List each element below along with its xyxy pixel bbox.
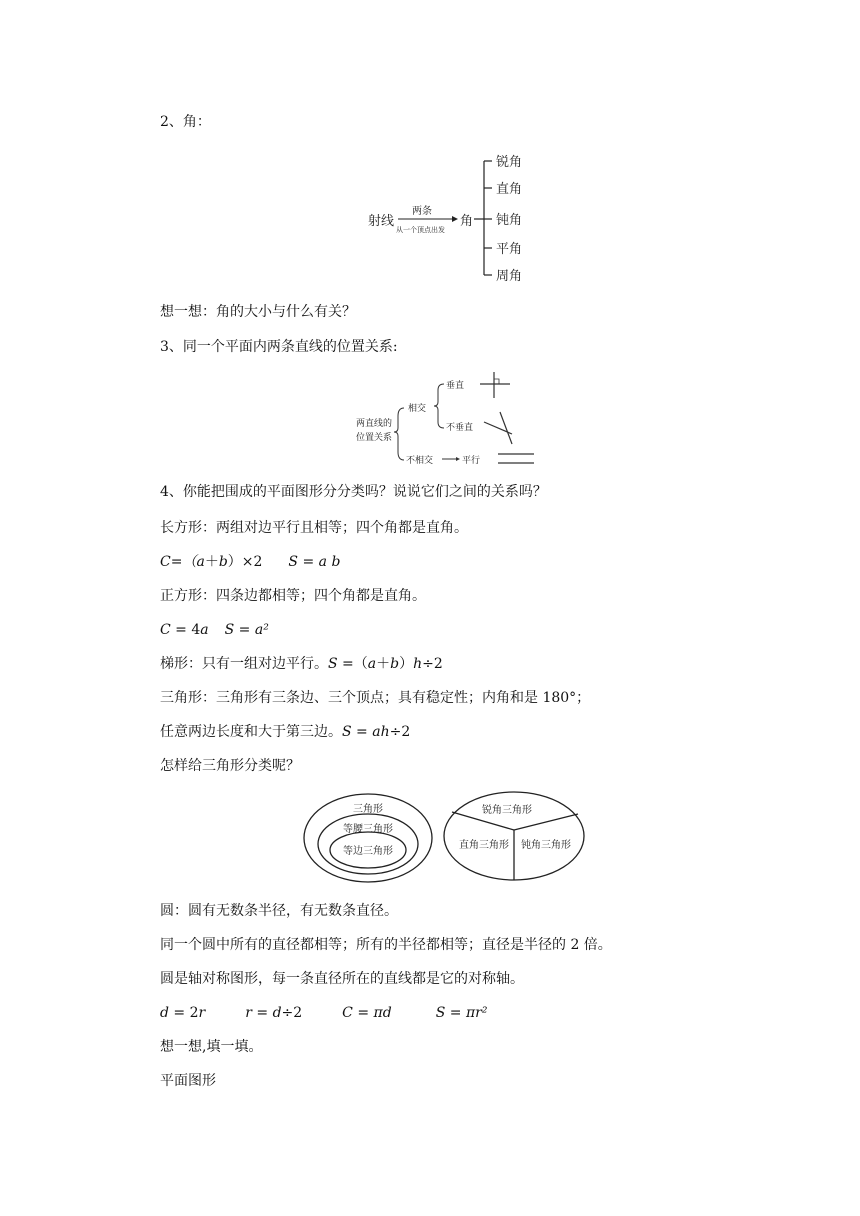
angle-type-right: 直角 [496,182,523,197]
angle-type-obtuse: 钝角 [496,213,523,228]
acute-label: 锐角三角形 [482,805,532,816]
middle-ellipse [318,814,418,874]
f4-s: S [435,1005,446,1021]
circle-formulas [160,1003,487,1023]
tri-s-ah: ah [372,724,390,740]
triangle-desc-2: 任意两边长度和大于第三边。 [160,724,342,740]
triangle-classification-diagram [300,790,595,890]
trapezoid-desc: 梯形：只有一组对边平行。 [160,656,328,672]
plane-figures-label: 平面图形 [160,1073,216,1089]
square-desc: 正方形：四条边都相等；四个角都是直角。 [160,588,426,604]
tri-s-eq: = [351,724,373,740]
angle-label: 角 [460,214,474,229]
rect-s-eq: = [298,554,319,570]
rect-c-plus: ＋ [204,554,219,570]
obtuse-label: 钝角三角形 [521,840,571,851]
root-label-1: 两直线的 [356,419,393,429]
nested-ellipses [304,794,432,882]
not-intersect-label: 不相交 [406,456,434,466]
f2-r: r [245,1005,252,1021]
not-perpendicular-icon [484,412,512,444]
f2-eq: = [251,1005,273,1021]
root-label-2: 位置关系 [356,433,393,443]
parallel-label: 平行 [462,456,481,466]
triangle-line2 [160,722,410,742]
sq-s-val: a² [254,622,269,638]
trap-s-eq: =（ [337,656,368,672]
rect-c-a: a [196,554,205,570]
divider-right [514,814,578,830]
rectangle-formulas [160,552,340,572]
section-2-heading: 2、角： [160,114,211,130]
intersect-label: 相交 [408,404,427,414]
f2-div: ÷2 [281,1005,303,1021]
rect-c-pre: C=（ [160,554,197,570]
middle-label: 等腰三角形 [343,824,393,835]
f2-d: d [272,1005,282,1021]
sq-s-eq: = [234,622,255,638]
trap-s-var: S [328,656,338,672]
sq-c-a: a [200,622,209,638]
rect-c-b: b [218,554,228,570]
angle-diagram [360,148,540,288]
outer-label: 三角形 [353,804,383,815]
circle-line-3: 圆是轴对称图形，每一条直径所在的直线都是它的对称轴。 [160,971,524,987]
square-formulas [160,620,269,640]
think-question-2: 想一想,填一填。 [160,1039,263,1055]
triangle-desc: 三角形：三角形有三条边、三个顶点；具有稳定性；内角和是 180°； [160,690,591,706]
circle-line-1: 圆：圆有无数条半径，有无数条直径。 [160,903,398,919]
parallel-arrow-head-icon [456,457,460,461]
angle-type-acute: 锐角 [496,155,523,170]
sq-c-eq: = 4 [170,622,201,638]
section-3-heading: 3、同一个平面内两条直线的位置关系: [160,339,398,355]
f1-eq: = 2 [168,1005,199,1021]
f1-r: r [198,1005,206,1021]
circle-line-2: 同一个圆中所有的直径都相等；所有的半径都相等；直径是半径的 2 倍。 [160,937,612,953]
perpendicular-label: 垂直 [446,381,465,391]
section-4-heading: 4、你能把围成的平面图形分分类吗？说说它们之间的关系吗？ [160,484,547,500]
f4-pir: πr² [465,1005,488,1021]
sq-s-var: S [224,622,235,638]
rect-s-var: S [288,554,299,570]
angle-type-full: 周角 [496,269,523,284]
sq-c-var: C [160,622,171,638]
intersect-brace [434,384,444,428]
right-label: 直角三角形 [459,840,509,851]
perpendicular-icon [480,372,510,398]
lines-relation-diagram [352,368,542,468]
f3-eq: = [352,1005,374,1021]
tri-s-div: ÷2 [389,724,411,740]
arrow-head-icon [452,216,458,222]
angle-type-straight: 平角 [496,242,523,257]
trap-s-close: ） [399,656,414,672]
trap-s-h: h [413,656,423,672]
not-perpendicular-label: 不垂直 [446,423,474,433]
f4-eq: = [445,1005,466,1021]
f3-c: C [342,1005,353,1021]
f1-d: d [160,1005,169,1021]
trap-s-a: a [367,656,377,672]
ray-label: 射线 [368,214,395,229]
rect-s-val: a b [318,554,341,570]
trap-s-plus: ＋ [376,656,391,672]
trapezoid-line [160,654,443,674]
f3-pid: πd [373,1005,392,1021]
main-brace [394,408,404,460]
rect-c-post: ）×2 [227,554,263,570]
classify-question: 怎样给三角形分类呢？ [160,758,300,774]
divided-ellipse [444,792,584,880]
from-vertex-label: 从一个顶点出发 [396,226,445,234]
trap-s-div: ÷2 [422,656,443,672]
two-label: 两条 [412,206,432,217]
tri-s-var: S [342,724,352,740]
think-question-1: 想一想：角的大小与什么有关？ [160,304,356,320]
parallel-icon [498,454,534,463]
inner-label: 等边三角形 [343,846,393,857]
rectangle-desc: 长方形：两组对边平行且相等；四个角都是直角。 [160,520,468,536]
trap-s-b: b [390,656,400,672]
